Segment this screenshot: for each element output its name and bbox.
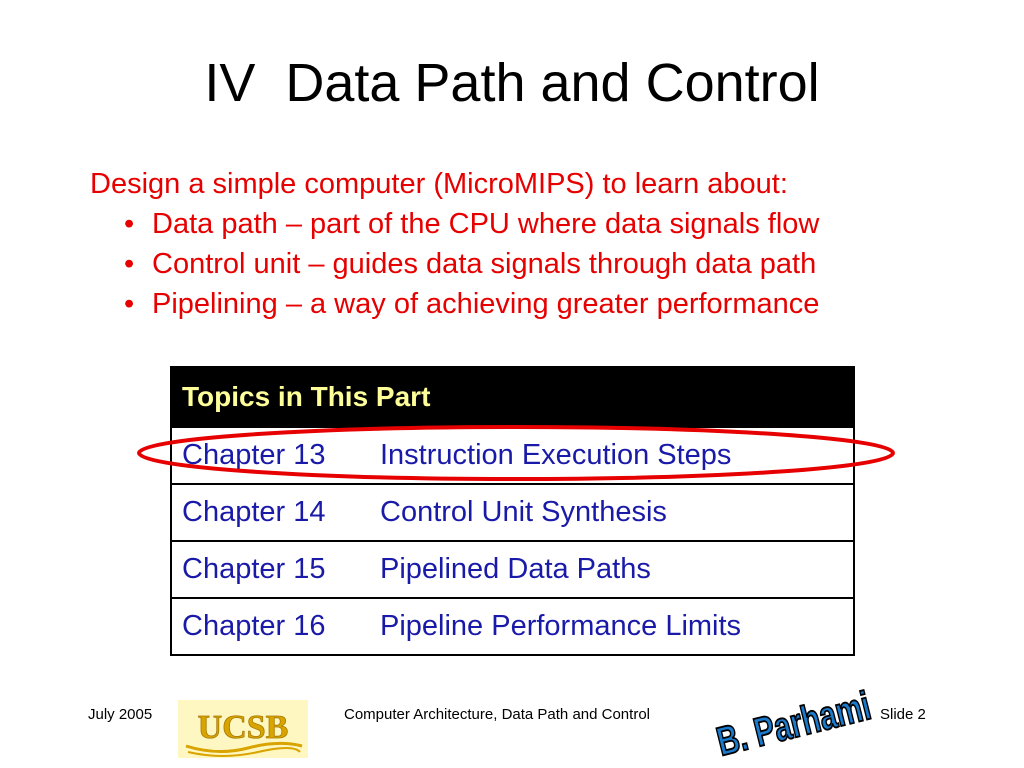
table-cell [171, 427, 854, 484]
bullet-text: Pipelining – a way of achieving greater performance [152, 288, 820, 320]
footer-slide-number: Slide 2 [880, 706, 926, 723]
chapter-number: Chapter 13 [182, 439, 326, 471]
table-row [171, 541, 854, 598]
bullet-list [124, 204, 819, 324]
table-cell [171, 598, 854, 655]
bullet-marker: • [124, 288, 135, 320]
table-cell [171, 484, 854, 541]
chapter-title: Control Unit Synthesis [380, 496, 667, 528]
ucsb-logo-icon [178, 700, 308, 758]
ucsb-logo-text: UCSB [197, 709, 289, 746]
chapter-number: Chapter 15 [182, 553, 326, 585]
chapter-title: Instruction Execution Steps [380, 439, 732, 471]
author-logo-text: B. Parhami [712, 682, 876, 765]
bullet-text: Control unit – guides data signals through data path [152, 248, 817, 280]
bullet-marker: • [124, 208, 135, 240]
slide-title: IV Data Path and Control [204, 53, 820, 113]
table-header: Topics in This Part [171, 367, 854, 427]
bullet-item [124, 284, 819, 324]
chapter-number: Chapter 16 [182, 610, 326, 642]
bullet-item [124, 244, 819, 284]
intro-text: Design a simple computer (MicroMIPS) to learn about: [90, 168, 788, 200]
footer-date: July 2005 [88, 706, 153, 723]
chapter-title: Pipelined Data Paths [380, 553, 651, 585]
topics-table [170, 366, 855, 656]
bullet-item [124, 204, 819, 244]
bullet-marker: • [124, 248, 135, 280]
chapter-number: Chapter 14 [182, 496, 326, 528]
table-row [171, 598, 854, 655]
bullet-text: Data path – part of the CPU where data signals flow [152, 208, 820, 240]
table-header-row [171, 367, 854, 427]
footer-course-title: Computer Architecture, Data Path and Control [344, 706, 650, 723]
table-row [171, 427, 854, 484]
author-signature-icon [712, 682, 876, 765]
table-row [171, 484, 854, 541]
table-cell [171, 541, 854, 598]
chapter-title: Pipeline Performance Limits [380, 610, 742, 642]
